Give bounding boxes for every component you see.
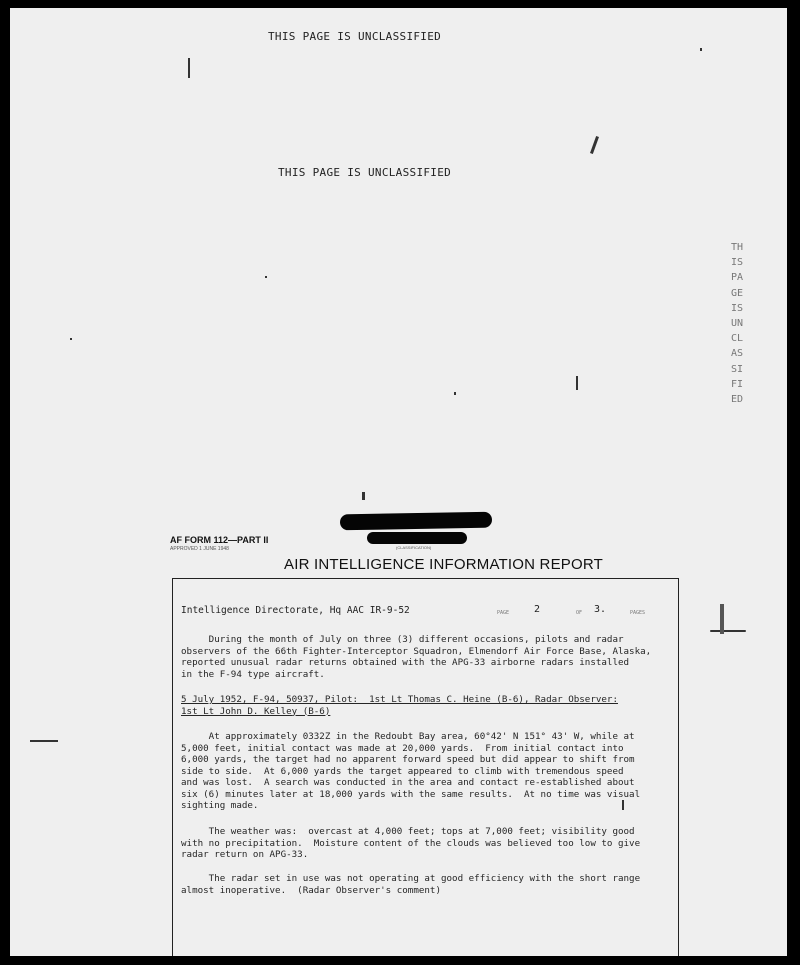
scan-mark	[265, 276, 267, 278]
scan-mark	[188, 58, 190, 78]
page-count: 3.	[594, 604, 607, 615]
report-title: AIR INTELLIGENCE INFORMATION REPORT	[284, 556, 603, 573]
paragraph-sighting-details: At approximately 0332Z in the Redoubt Bay area, 60°42' N 151° 43' W, while at 5,000 feet, initial contact was made at 20,000 yards. From initial contact into 6,000 yards, the target had no apparent forward speed but did appear to shift from side to side. At 6,000 yards the target appeared to climb with tremendous speed and was lost. A search was conducted in the area and contact re-established about six (6) minutes later at 18,000 yards with the same results. At no time was visual sighting made.	[181, 731, 641, 811]
document-page	[10, 8, 787, 956]
scan-mark	[590, 136, 599, 154]
scan-mark	[30, 740, 58, 742]
scan-mark	[454, 392, 456, 395]
redaction-bar-security	[340, 512, 492, 531]
pages-label: PAGES	[630, 610, 646, 616]
scan-mark	[622, 800, 624, 810]
paragraph-radar-comment: The radar set in use was not operating at good efficiency with the short range almost inoperative. (Radar Observer's comment)	[181, 873, 641, 896]
unclassified-stamp-middle: THIS PAGE IS UNCLASSIFIED	[278, 166, 452, 179]
classification-label: (CLASSIFICATION)	[396, 545, 432, 550]
report-source: Intelligence Directorate, Hq AAC IR-9-52	[181, 605, 410, 616]
redaction-bar-classification	[367, 532, 467, 544]
scan-mark	[362, 492, 365, 500]
paragraph-intro: During the month of July on three (3) different occasions, pilots and radar observers of the 66th Fighter-Interceptor Squadron, Elmendorf Air Force Base, Alaska, reported unusual radar returns obtained with the APG-33 airborne radars installed in the F-94 type aircraft.	[181, 634, 652, 680]
page-number: 2	[534, 604, 541, 615]
scan-mark	[576, 376, 578, 390]
form-approval: APPROVED 1 JUNE 1948	[170, 546, 229, 552]
scan-mark	[720, 604, 724, 634]
unclassified-stamp-top: THIS PAGE IS UNCLASSIFIED	[268, 30, 442, 43]
of-label: OF	[576, 610, 583, 616]
scan-mark	[70, 338, 72, 340]
form-number: AF FORM 112—PART II	[170, 535, 269, 545]
scan-mark	[710, 630, 746, 632]
paragraph-weather: The weather was: overcast at 4,000 feet; tops at 7,000 feet; visibility good with no precipitation. Moisture content of the clouds was believed too low to give radar return on APG-33.	[181, 826, 641, 860]
paragraph-sighting-heading: 5 July 1952, F-94, 50937, Pilot: 1st Lt Thomas C. Heine (B-6), Radar Observer: 1st Lt John D. Kelley (B-6)	[181, 694, 618, 717]
scan-mark	[700, 48, 702, 51]
unclassified-stamp-vertical: THIS PAGE IS UNCLASSIFIED	[730, 242, 744, 406]
page-label: PAGE	[497, 610, 510, 616]
